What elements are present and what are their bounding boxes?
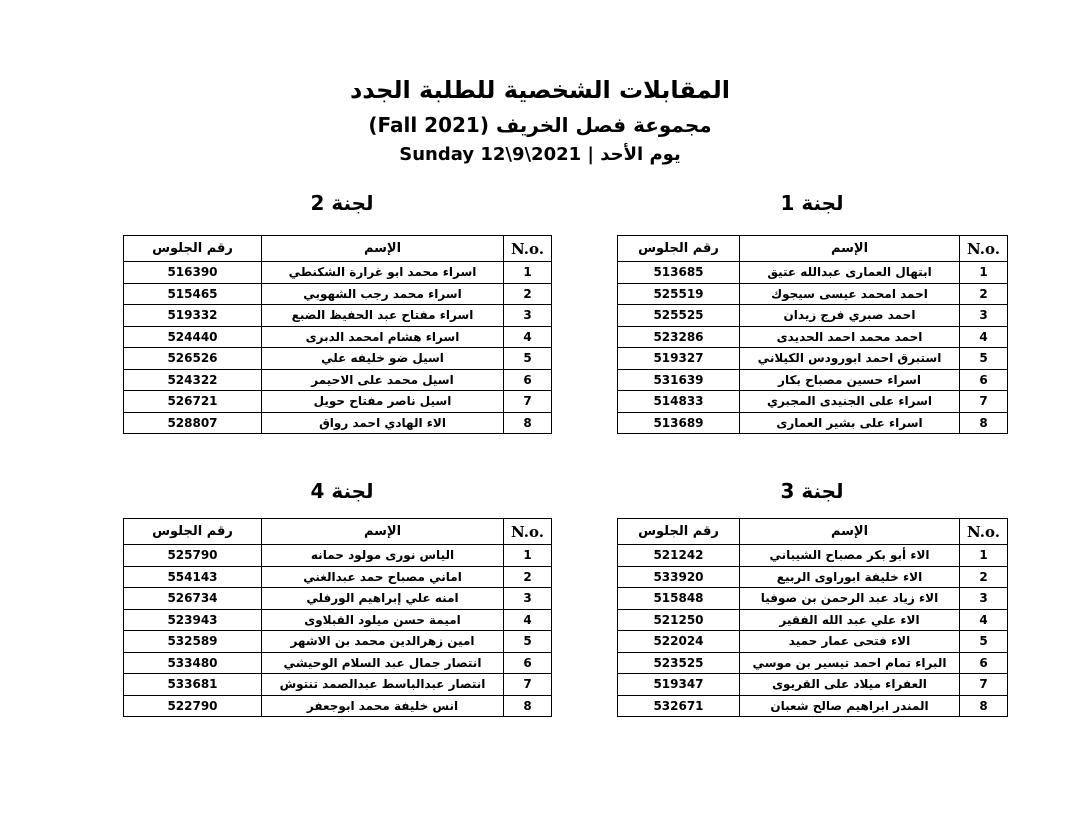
row-number: 4: [960, 609, 1008, 631]
column-no: N.o.: [960, 519, 1008, 545]
student-name: امنه علي إبراهيم الورفلي: [262, 588, 504, 610]
table-row: [124, 566, 552, 588]
student-name: احمد محمد احمد الحديدى: [740, 326, 960, 348]
table-row: [618, 391, 1008, 413]
seat-number: 522024: [618, 631, 740, 653]
seat-number: 515848: [618, 588, 740, 610]
student-name: اسيل ضو خليفه علي: [262, 348, 504, 370]
row-number: 3: [504, 305, 552, 327]
table-header: [124, 236, 552, 262]
seat-number: 515465: [124, 283, 262, 305]
student-name: انس خليفة محمد ابوجعفر: [262, 695, 504, 717]
table-row: [124, 262, 552, 284]
column-name: الإسم: [740, 519, 960, 545]
seat-number: 533480: [124, 652, 262, 674]
table-row: [124, 283, 552, 305]
row-number: 3: [504, 588, 552, 610]
table-row: [618, 412, 1008, 434]
row-number: 8: [504, 695, 552, 717]
student-name: انتصار عبدالباسط عبدالصمد تنتوش: [262, 674, 504, 696]
table-row: [618, 695, 1008, 717]
row-number: 4: [504, 326, 552, 348]
row-number: 1: [504, 545, 552, 567]
row-number: 4: [960, 326, 1008, 348]
row-number: 6: [960, 652, 1008, 674]
student-name: الاء أبو بكر مصباح الشيباني: [740, 545, 960, 567]
row-number: 3: [960, 588, 1008, 610]
seat-number: 524440: [124, 326, 262, 348]
student-name: الاء فتحى عمار حميد: [740, 631, 960, 653]
student-name: اسراء محمد رجب الشهوبي: [262, 283, 504, 305]
column-name: الإسم: [262, 236, 504, 262]
student-name: العفراء ميلاد على القريوى: [740, 674, 960, 696]
interview-date: يوم الأحد | Sunday 12\9\2021: [399, 144, 681, 165]
table-row: [618, 348, 1008, 370]
table-row: [618, 588, 1008, 610]
seat-number: 523286: [618, 326, 740, 348]
seat-number: 526734: [124, 588, 262, 610]
student-name: اميمة حسن ميلود القبلاوى: [262, 609, 504, 631]
row-number: 7: [960, 674, 1008, 696]
table-row: [618, 609, 1008, 631]
committee-1-table: [617, 235, 1008, 434]
row-number: 1: [504, 262, 552, 284]
committee-3-table: [617, 518, 1008, 717]
table-row: [618, 369, 1008, 391]
table-row: [124, 674, 552, 696]
seat-number: 531639: [618, 369, 740, 391]
table-row: [124, 391, 552, 413]
table-row: [618, 262, 1008, 284]
table-row: [124, 609, 552, 631]
seat-number: 532589: [124, 631, 262, 653]
seat-number: 554143: [124, 566, 262, 588]
committee-1-label: لجنة 1: [780, 191, 844, 215]
student-name: اسراء حسين مصباح بكار: [740, 369, 960, 391]
seat-number: 526721: [124, 391, 262, 413]
column-seat: رقم الجلوس: [618, 519, 740, 545]
committee-3-label: لجنة 3: [780, 479, 844, 503]
student-name: الاء زياد عبد الرحمن بن صوفيا: [740, 588, 960, 610]
seat-number: 519347: [618, 674, 740, 696]
seat-number: 525519: [618, 283, 740, 305]
page-title: المقابلات الشخصية للطلبة الجدد: [349, 76, 731, 104]
student-name: المندر ابراهيم صالح شعبان: [740, 695, 960, 717]
table-row: [618, 652, 1008, 674]
seat-number: 521250: [618, 609, 740, 631]
table-row: [124, 305, 552, 327]
table-row: [124, 348, 552, 370]
student-name: اسراء على بشير العمارى: [740, 412, 960, 434]
row-number: 6: [960, 369, 1008, 391]
student-name: البراء تمام احمد تيسير بن موسي: [740, 652, 960, 674]
column-name: الإسم: [262, 519, 504, 545]
student-name: استبرق احمد ابورودس الكيلاني: [740, 348, 960, 370]
column-seat: رقم الجلوس: [124, 236, 262, 262]
row-number: 1: [960, 545, 1008, 567]
seat-number: 533681: [124, 674, 262, 696]
column-no: N.o.: [504, 519, 552, 545]
row-number: 5: [504, 348, 552, 370]
student-name: احمد صبري فرج زيدان: [740, 305, 960, 327]
row-number: 6: [504, 652, 552, 674]
seat-number: 523943: [124, 609, 262, 631]
table-row: [618, 326, 1008, 348]
committee-4-label: لجنة 4: [310, 479, 374, 503]
seat-number: 528807: [124, 412, 262, 434]
table-row: [124, 631, 552, 653]
seat-number: 525790: [124, 545, 262, 567]
table-row: [124, 588, 552, 610]
column-seat: رقم الجلوس: [124, 519, 262, 545]
table-row: [124, 545, 552, 567]
seat-number: 519327: [618, 348, 740, 370]
student-name: ابتهال العمارى عبدالله عتيق: [740, 262, 960, 284]
row-number: 1: [960, 262, 1008, 284]
table-row: [618, 305, 1008, 327]
row-number: 7: [504, 674, 552, 696]
seat-number: 526526: [124, 348, 262, 370]
column-name: الإسم: [740, 236, 960, 262]
seat-number: 523525: [618, 652, 740, 674]
row-number: 4: [504, 609, 552, 631]
column-seat: رقم الجلوس: [618, 236, 740, 262]
row-number: 5: [960, 348, 1008, 370]
column-no: N.o.: [960, 236, 1008, 262]
row-number: 5: [504, 631, 552, 653]
seat-number: 532671: [618, 695, 740, 717]
table-row: [618, 283, 1008, 305]
row-number: 2: [504, 283, 552, 305]
student-name: اسيل محمد على الاحيمر: [262, 369, 504, 391]
table-header: [124, 519, 552, 545]
committee-2-table: [123, 235, 552, 434]
row-number: 2: [960, 566, 1008, 588]
table-header: [618, 236, 1008, 262]
row-number: 6: [504, 369, 552, 391]
student-name: انتصار جمال عبد السلام الوحيشي: [262, 652, 504, 674]
row-number: 2: [504, 566, 552, 588]
committee-4-table: [123, 518, 552, 717]
student-name: اسيل ناصر مفتاح حويل: [262, 391, 504, 413]
row-number: 8: [504, 412, 552, 434]
row-number: 7: [504, 391, 552, 413]
table-row: [618, 545, 1008, 567]
table-row: [618, 631, 1008, 653]
table-row: [124, 326, 552, 348]
seat-number: 533920: [618, 566, 740, 588]
seat-number: 525525: [618, 305, 740, 327]
student-name: الاء علي عبد الله الفقير: [740, 609, 960, 631]
student-name: اماني مصباح حمد عبدالغني: [262, 566, 504, 588]
seat-number: 513685: [618, 262, 740, 284]
row-number: 2: [960, 283, 1008, 305]
student-name: احمد امحمد عيسى سيجوك: [740, 283, 960, 305]
student-name: امين زهرالدين محمد بن الاشهر: [262, 631, 504, 653]
seat-number: 521242: [618, 545, 740, 567]
page-subtitle: مجموعة فصل الخريف (Fall 2021): [368, 113, 712, 137]
student-name: اسراء مفتاح عبد الحفيظ الضبع: [262, 305, 504, 327]
committee-2-label: لجنة 2: [310, 191, 374, 215]
seat-number: 513689: [618, 412, 740, 434]
row-number: 3: [960, 305, 1008, 327]
row-number: 8: [960, 695, 1008, 717]
row-number: 5: [960, 631, 1008, 653]
column-no: N.o.: [504, 236, 552, 262]
seat-number: 519332: [124, 305, 262, 327]
table-row: [618, 566, 1008, 588]
student-name: الاء خليفة ابوراوى الربيع: [740, 566, 960, 588]
table-row: [124, 412, 552, 434]
seat-number: 516390: [124, 262, 262, 284]
table-row: [618, 674, 1008, 696]
student-name: اسراء محمد ابو غرارة الشكنطي: [262, 262, 504, 284]
table-row: [124, 652, 552, 674]
table-header: [618, 519, 1008, 545]
seat-number: 524322: [124, 369, 262, 391]
row-number: 7: [960, 391, 1008, 413]
student-name: الياس نورى مولود حمانه: [262, 545, 504, 567]
student-name: الاء الهادي احمد رواق: [262, 412, 504, 434]
table-row: [124, 369, 552, 391]
student-name: اسراء هشام امحمد الدبرى: [262, 326, 504, 348]
table-row: [124, 695, 552, 717]
seat-number: 522790: [124, 695, 262, 717]
student-name: اسراء على الجنيدى المجبري: [740, 391, 960, 413]
row-number: 8: [960, 412, 1008, 434]
seat-number: 514833: [618, 391, 740, 413]
